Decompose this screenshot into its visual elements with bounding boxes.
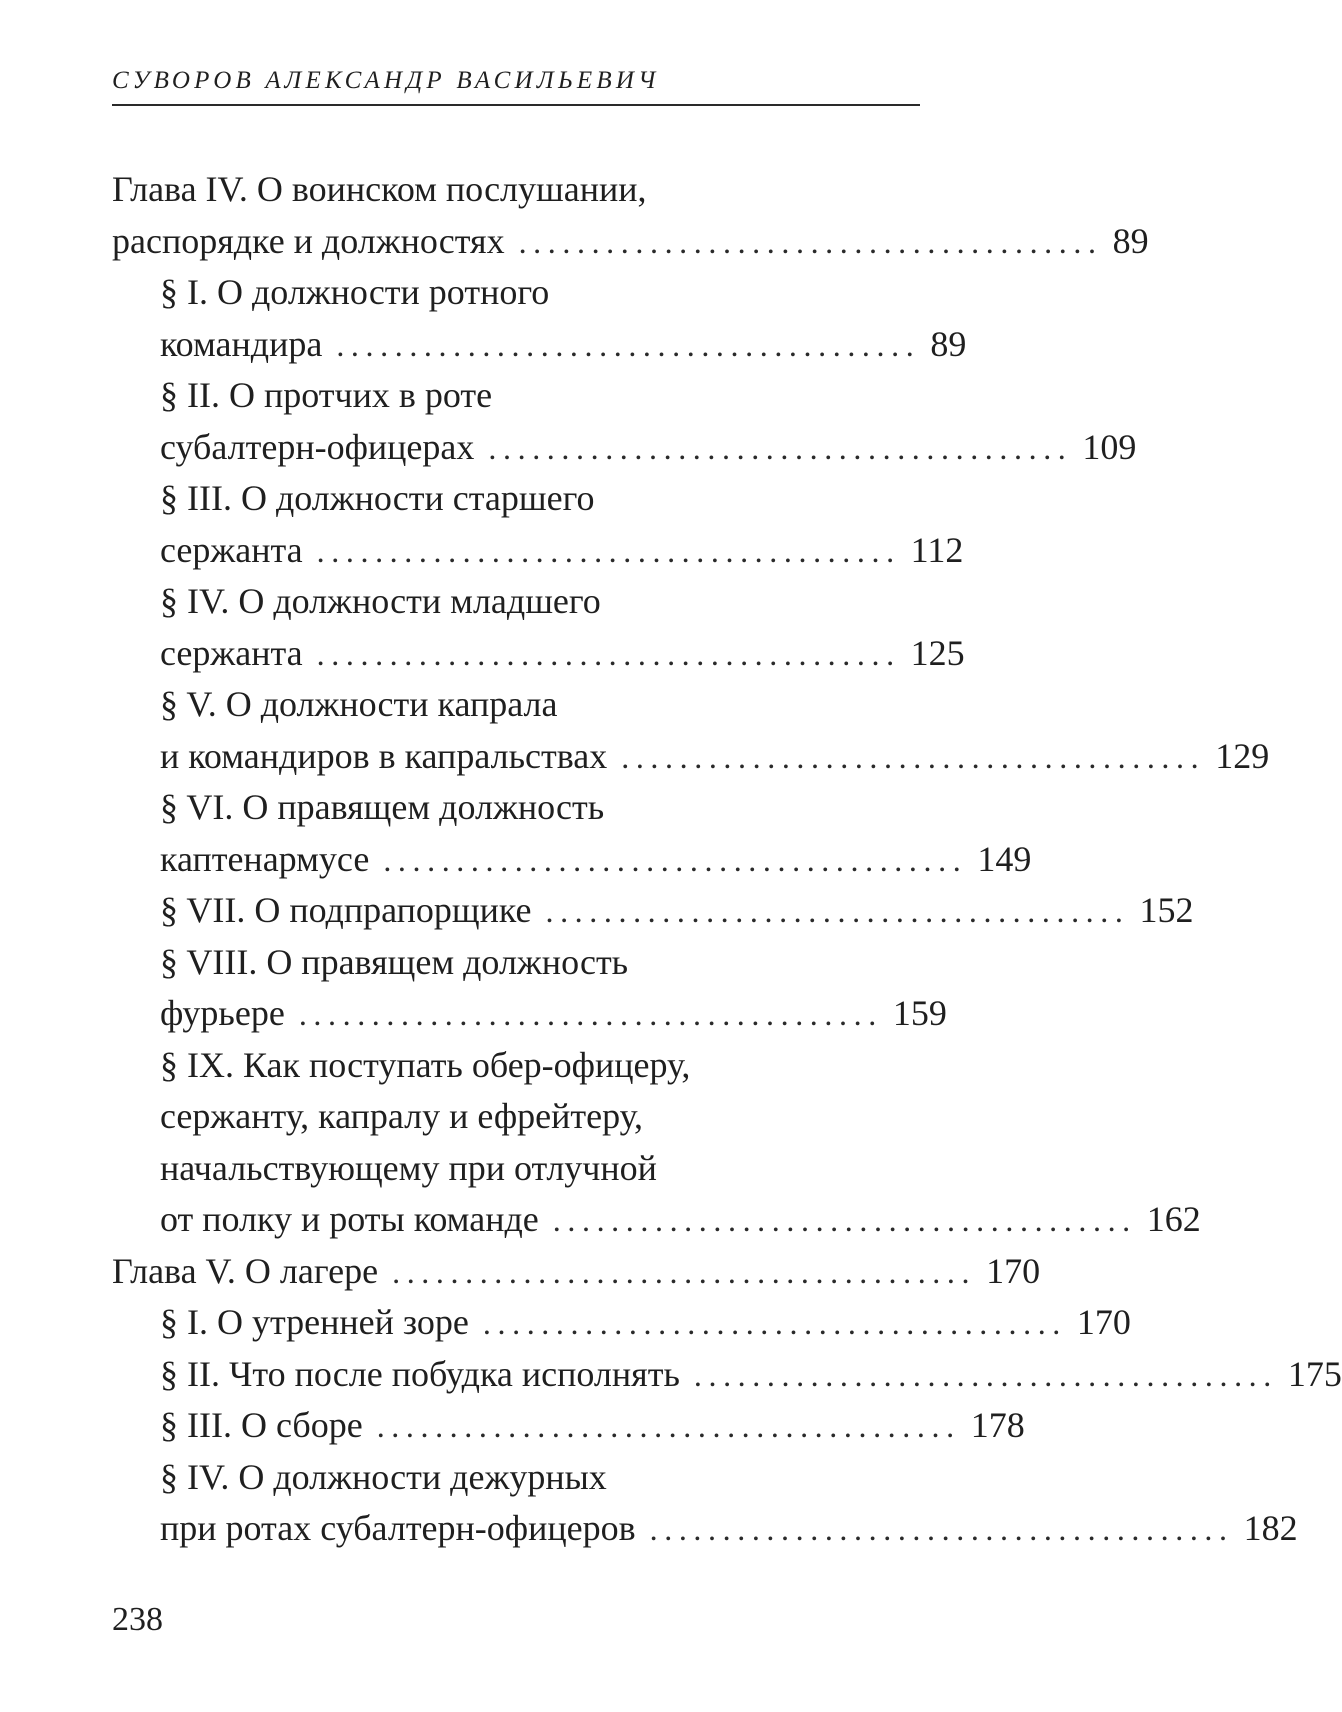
toc-entry-text: субалтерн-офицерах (160, 426, 475, 467)
toc-page-number: 129 (1215, 735, 1270, 776)
dot-leader: ........................................ (336, 326, 921, 363)
toc-entry-text: Глава V. О лагере (112, 1250, 379, 1291)
toc-entry-text: § IV. О должности дежурных (160, 1456, 607, 1497)
toc-page-number: 170 (986, 1250, 1041, 1291)
toc-entry-text: § I. О должности ротного (160, 272, 550, 312)
toc-entry-row (160, 1400, 1025, 1452)
toc-entry-text: сержанта (160, 529, 303, 570)
toc-entry-row (160, 1194, 1201, 1246)
toc-section-entry (112, 1452, 1298, 1555)
toc-entry-row (160, 628, 965, 680)
toc-entry-row (160, 988, 947, 1040)
toc-entry-row (160, 319, 967, 371)
dot-leader: ........................................ (693, 1356, 1278, 1393)
toc-entry-row (160, 1503, 1298, 1555)
toc-entry-row (160, 1297, 1131, 1349)
toc-section-entry (112, 473, 964, 576)
toc-page-number: 109 (1082, 426, 1137, 467)
toc-page-number: 89 (930, 323, 967, 364)
toc-section-entry (112, 679, 1270, 782)
dot-leader: ........................................ (488, 429, 1073, 466)
running-header (112, 62, 920, 106)
dot-leader: ........................................ (518, 223, 1103, 260)
toc-entry-text: § VIII. О правящем должность (160, 941, 629, 982)
toc-entry-text: § III. О сборе (160, 1405, 363, 1445)
toc-entry-text: § II. О протчих в роте (160, 375, 493, 415)
toc-entry-row (160, 525, 964, 577)
toc-entry-text: фурьере (160, 993, 285, 1033)
toc-page-number: 125 (910, 632, 965, 673)
toc-entry-text: Глава IV. О воинском послушании, (112, 169, 647, 209)
running-title: СУВОРОВ АЛЕКСАНДР ВАСИЛЬЕВИЧ (112, 67, 660, 94)
toc-entry-text: § IX. Как поступать обер-офицеру, (160, 1044, 691, 1085)
toc-page-number: 182 (1243, 1508, 1298, 1548)
toc-section-entry (112, 1297, 1131, 1349)
toc-entry-text: § VI. О правящем должность (160, 787, 605, 827)
toc-section-entry (112, 370, 1137, 473)
toc-entry-text: сержанта (160, 632, 303, 673)
toc-page-number: 149 (977, 838, 1032, 879)
toc-section-entry (112, 267, 967, 370)
table-of-contents (112, 164, 1342, 1555)
toc-entry-text: § V. О должности капрала (160, 684, 558, 724)
dot-leader: ........................................ (316, 635, 901, 672)
toc-section-entry (112, 1400, 1025, 1452)
toc-entry-row (160, 885, 1194, 937)
toc-section-entry (112, 1040, 1201, 1246)
dot-leader: ........................................ (392, 1253, 977, 1290)
toc-entry-text: § II. Что после побудка исполнять (160, 1353, 680, 1394)
toc-page-number: 162 (1146, 1199, 1201, 1239)
toc-entry-text: командира (160, 323, 323, 364)
dot-leader: ........................................ (383, 841, 968, 878)
toc-entry-text: сержанту, капралу и ефрейтеру, (160, 1096, 644, 1136)
toc-entry-text: § IV. О должности младшего (160, 581, 601, 621)
toc-page-number: 159 (892, 993, 947, 1033)
toc-section-entry (112, 885, 1194, 937)
toc-entry-text: начальствующему при отлучной (160, 1147, 657, 1188)
toc-page-number: 152 (1139, 890, 1194, 930)
dot-leader: ........................................ (621, 738, 1206, 775)
toc-chapter-entry (112, 164, 1149, 267)
toc-entry-row (160, 422, 1137, 474)
toc-entry-row (112, 1246, 1041, 1298)
toc-page-number: 170 (1076, 1302, 1131, 1342)
toc-entry-text: § VII. О подпрапорщике (160, 890, 532, 930)
toc-entry-text: распорядке и должностях (112, 220, 505, 261)
toc-entry-row (160, 731, 1270, 783)
toc-entry-text: каптенармусе (160, 838, 370, 879)
toc-section-entry (112, 937, 947, 1040)
dot-leader: ........................................ (552, 1202, 1137, 1238)
dot-leader: ........................................ (298, 996, 883, 1032)
toc-section-entry (112, 782, 1032, 885)
toc-entry-text: § I. О утренней зоре (160, 1302, 469, 1342)
toc-page-number: 178 (970, 1405, 1025, 1445)
toc-entry-text: от полку и роты команде (160, 1199, 539, 1239)
toc-section-entry (112, 576, 965, 679)
dot-leader: ........................................ (649, 1511, 1234, 1547)
dot-leader: ........................................ (316, 532, 901, 569)
dot-leader: ........................................ (482, 1305, 1067, 1341)
toc-entry-row (160, 1349, 1342, 1401)
toc-entry-text: и командиров в капральствах (160, 735, 608, 776)
toc-page-number: 175 (1287, 1353, 1342, 1394)
dot-leader: ........................................ (376, 1408, 961, 1444)
toc-entry-row (160, 834, 1032, 886)
toc-section-entry (112, 1349, 1342, 1401)
dot-leader: ........................................ (545, 893, 1130, 929)
page-number: 238 (112, 1601, 163, 1638)
toc-entry-row (112, 216, 1149, 268)
toc-entry-text: § III. О должности старшего (160, 478, 595, 518)
toc-entry-text: при ротах субалтерн-офицеров (160, 1508, 636, 1548)
toc-page-number: 89 (1112, 220, 1149, 261)
toc-page-number: 112 (910, 529, 964, 570)
toc-chapter-entry (112, 1246, 1041, 1298)
